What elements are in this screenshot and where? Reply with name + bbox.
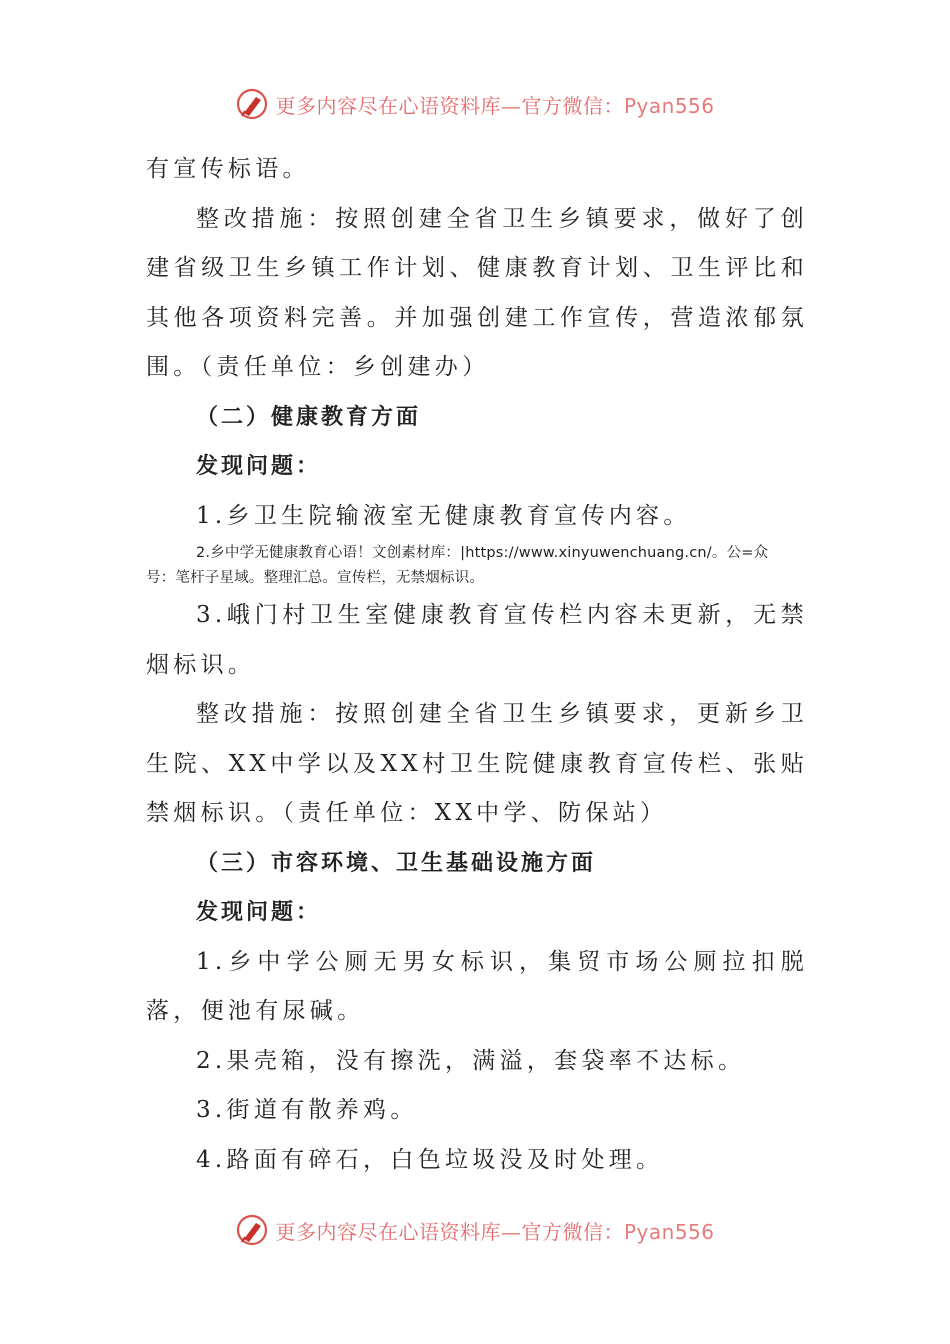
banner-text: 更多内容尽在心语资料库—官方微信：Pyan556 [275,93,715,118]
section2-item-1: 1.乡卫生院输液室无健康教育宣传内容。 [196,502,691,529]
section3-item-3: 3.街道有散养鸡。 [196,1097,418,1123]
section2-item-3: 3.峨门村卫生室健康教育宣传栏内容未更新，无禁烟标识。 [146,602,808,678]
document-body [146,145,808,1185]
section2-item-2 [146,541,808,591]
section1-measures: 整改措施：按照创建全省卫生乡镇要求，做好了创建省级卫生乡镇工作计划、健康教育计划、卫生评比和其他各项资料完善。并加强创建工作宣传，营造浓郁氛围。（责任单位：乡创建办） [146,205,808,380]
pen-nib-logo-icon [235,87,269,121]
section2-heading: （二）健康教育方面 [196,404,422,430]
section3-problems-label: 发现问题： [196,900,322,925]
banner-text: 更多内容尽在心语资料库—官方微信：Pyan556 [275,1219,715,1244]
section2-item-2-line-1: 2.乡中学无健康教育心语！文创素材库：|https://www.xinyuwenchuang.cn/。公=众 [196,545,769,561]
section3-item-1: 1.乡中学公厕无男女标识，集贸市场公厕拉扣脱落，便池有尿碱。 [146,948,808,1024]
banner-brand: Pyan556 [623,1219,715,1244]
header-watermark-banner [0,84,950,124]
section2-problems-label: 发现问题： [196,454,322,479]
paragraph-continuation: 有宣传标语。 [146,156,310,182]
pen-nib-logo-icon [235,1213,269,1247]
section3-item-4: 4.路面有碎石，白色垃圾没及时处理。 [196,1146,664,1173]
section2-item-2-line-2: 号：笔杆子星域。整理汇总。宣传栏，无禁烟标识。 [146,570,485,586]
section3-item-2: 2.果壳箱，没有擦洗，满溢，套袋率不达标。 [196,1047,746,1074]
footer-watermark-banner [0,1210,950,1250]
section3-heading: （三）市容环境、卫生基础设施方面 [196,850,597,876]
section2-measures: 整改措施：按照创建全省卫生乡镇要求，更新乡卫生院、XX中学以及XX村卫生院健康教育宣传栏、张贴禁烟标识。（责任单位：XX中学、防保站） [146,701,808,826]
banner-brand: Pyan556 [623,93,715,118]
